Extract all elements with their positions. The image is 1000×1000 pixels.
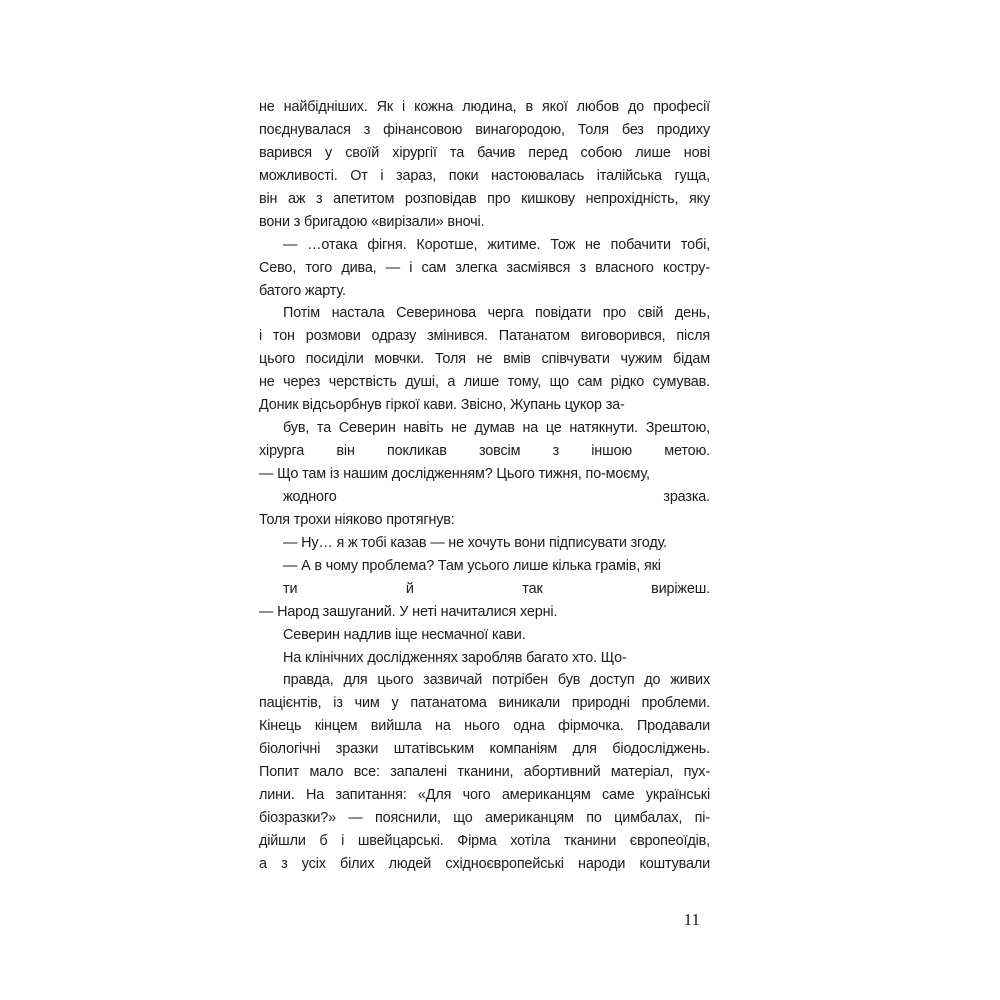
text-line: жодного зразка.	[283, 488, 710, 505]
text-line: був, та Северин навіть не думав на це натякнути. Зрештою,	[283, 420, 710, 437]
text-line: батого жарту.	[259, 282, 346, 299]
text-line: пацієнтів, із чим у патанатома виникали природні проблеми.	[259, 695, 710, 712]
text-line: поєднувалася з фінансовою винагородою, Толя без продиху	[259, 121, 710, 138]
text-line: — …отака фігня. Коротше, житиме. Тож не побачити тобі,	[283, 236, 710, 253]
text-line: вони з бригадою «вирізали» вночі.	[259, 213, 485, 230]
text-line: правда, для цього зазвичай потрібен був доступ до живих	[283, 672, 710, 689]
text-line: На клінічних дослідженнях заробляв багато хто. Що-	[283, 649, 627, 666]
text-line: він аж з апетитом розповідав про кишкову непрохідність, яку	[259, 190, 710, 207]
text-line: хірурга він покликав зовсім з іншою метою.	[259, 443, 710, 460]
text-line: ти й так виріжеш.	[283, 580, 710, 597]
text-line: — Що там із нашим дослідженням? Цього тижня, по-моєму,	[259, 466, 650, 482]
body-text	[259, 96, 710, 876]
text-line: Кінець кінцем вийшла на нього одна фірмочка. Продавали	[259, 718, 710, 735]
text-line: біозразки?» — пояснили, що американцям по цимбалах, пі-	[259, 810, 710, 827]
text-line: Северин надлив іще несмачної кави.	[283, 626, 526, 643]
page-number: 11	[683, 910, 700, 929]
text-line: Толя трохи ніяково протягнув:	[259, 511, 455, 528]
text-line: Попит мало все: запалені тканини, абортивний матеріал, пух-	[259, 764, 710, 781]
text-line: — Народ зашуганий. У неті начиталися херні.	[259, 603, 558, 620]
text-line: — А в чому проблема? Там усього лише кілька грамів, які	[283, 557, 661, 574]
text-line: а з усіх білих людей східноєвропейські народи коштували	[259, 855, 710, 872]
text-line: Потім настала Северинова черга повідати про свій день,	[283, 305, 710, 322]
text-line: і тон розмови одразу змінився. Патанатом виговорився, після	[259, 328, 710, 345]
text-line: не через черствість душі, а лише тому, що сам рідко сумував.	[259, 374, 710, 391]
text-line: Доник відсьорбнув гіркої кави. Звісно, Жупань цукор за-	[259, 397, 625, 414]
text-line: Сево, того дива, — і сам злегка засміявся з власного костру-	[259, 259, 710, 276]
text-line: — Ну… я ж тобі казав — не хочуть вони підписувати згоду.	[283, 534, 668, 551]
text-line: не найбідніших. Як і кожна людина, в якої любов до професії	[259, 99, 710, 115]
text-line: дійшли б і швейцарські. Фірма хотіла тканини європеоїдів,	[259, 833, 710, 849]
text-line: цього посиділи мовчки. Толя не вмів співчувати чужим бідам	[259, 351, 710, 368]
text-line: варився у своїй хірургії та бачив перед собою лише нові	[259, 144, 710, 161]
text-line: можливості. От і зараз, поки настоювалась італійська гуща,	[259, 167, 710, 184]
text-line: лини. На запитання: «Для чого американцям саме українські	[259, 787, 710, 804]
text-line: біологічні зразки штатівським компаніям для біодосліджень.	[259, 741, 710, 758]
